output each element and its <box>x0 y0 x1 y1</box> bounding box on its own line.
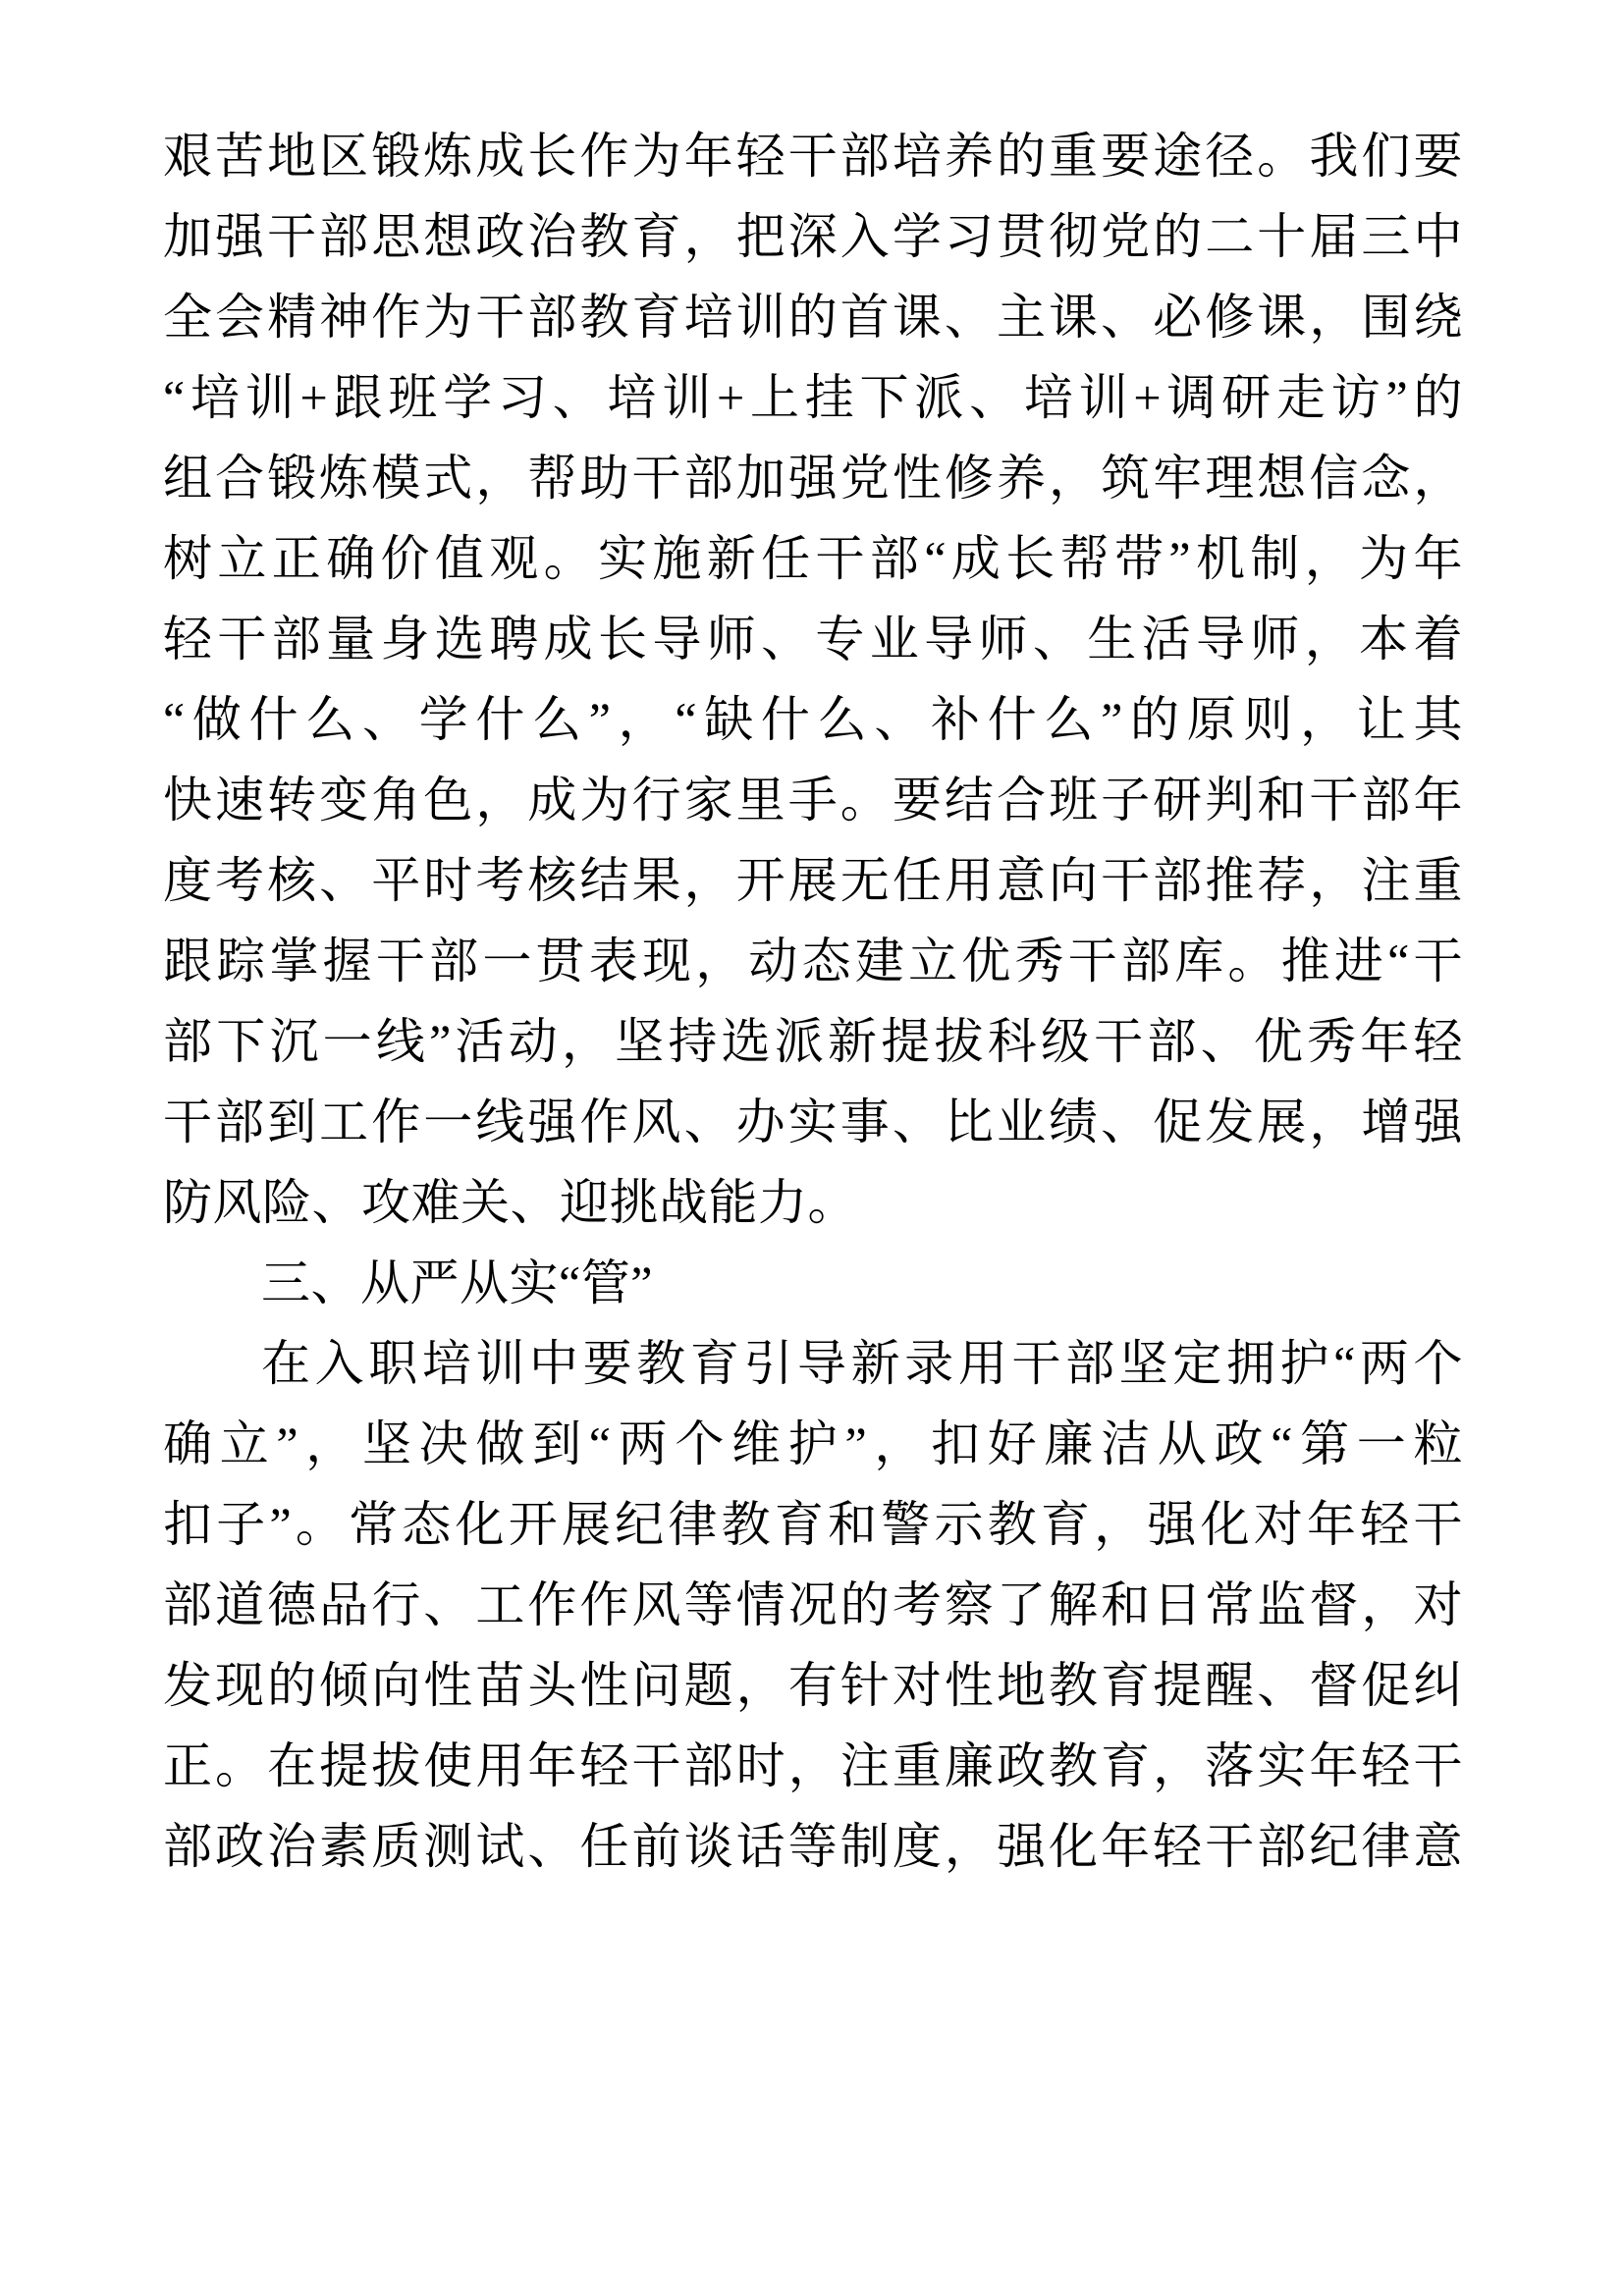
text-line: 三、从严从实“管” <box>261 1255 653 1310</box>
text-line: “培训+跟班学习、培训+上挂下派、培训+调研走访”的 <box>163 370 1463 425</box>
text-line: 跟踪掌握干部一贯表现，动态建立优秀干部库。推进“干 <box>163 934 1463 988</box>
text-line: 全会精神作为干部教育培训的首课、主课、必修课，围绕 <box>163 290 1463 345</box>
text-line: 度考核、平时考核结果，开展无任用意向干部推荐，注重 <box>163 853 1463 908</box>
text-line: 防风险、攻难关、迎挑战能力。 <box>163 1175 857 1230</box>
text-line: 部下沉一线”活动，坚持选派新提拔科级干部、优秀年轻 <box>163 1014 1463 1069</box>
text-line: 在入职培训中要教育引导新录用干部坚定拥护“两个 <box>261 1336 1463 1391</box>
text-line: “做什么、学什么”，“缺什么、补什么”的原则，让其 <box>163 692 1463 747</box>
text-line: 轻干部量身选聘成长导师、专业导师、生活导师，本着 <box>163 612 1463 667</box>
text-line: 加强干部思想政治教育，把深入学习贯彻党的二十届三中 <box>163 209 1463 264</box>
text-line: 正。在提拔使用年轻干部时，注重廉政教育，落实年轻干 <box>163 1738 1463 1793</box>
section-heading <box>163 1243 1463 1323</box>
text-line: 部政治素质测试、任前谈话等制度，强化年轻干部纪律意 <box>163 1819 1463 1874</box>
text-line: 艰苦地区锻炼成长作为年轻干部培养的重要途径。我们要 <box>163 129 1463 184</box>
text-line: 确立”，坚决做到“两个维护”，扣好廉洁从政“第一粒 <box>163 1416 1463 1471</box>
text-line: 干部到工作一线强作风、办实事、比业绩、促发展，增强 <box>163 1095 1463 1149</box>
paragraph <box>163 1323 1463 1887</box>
text-line: 快速转变角色，成为行家里手。要结合班子研判和干部年 <box>163 773 1463 828</box>
text-line: 扣子”。常态化开展纪律教育和警示教育，强化对年轻干 <box>163 1497 1463 1552</box>
text-line: 发现的倾向性苗头性问题，有针对性地教育提醒、督促纠 <box>163 1658 1463 1713</box>
text-line: 组合锻炼模式，帮助干部加强党性修养，筑牢理想信念， <box>163 451 1463 506</box>
text-line: 部道德品行、工作作风等情况的考察了解和日常监督，对 <box>163 1577 1463 1632</box>
text-line: 树立正确价值观。实施新任干部“成长帮带”机制，为年 <box>163 531 1463 586</box>
paragraph <box>163 116 1463 1243</box>
